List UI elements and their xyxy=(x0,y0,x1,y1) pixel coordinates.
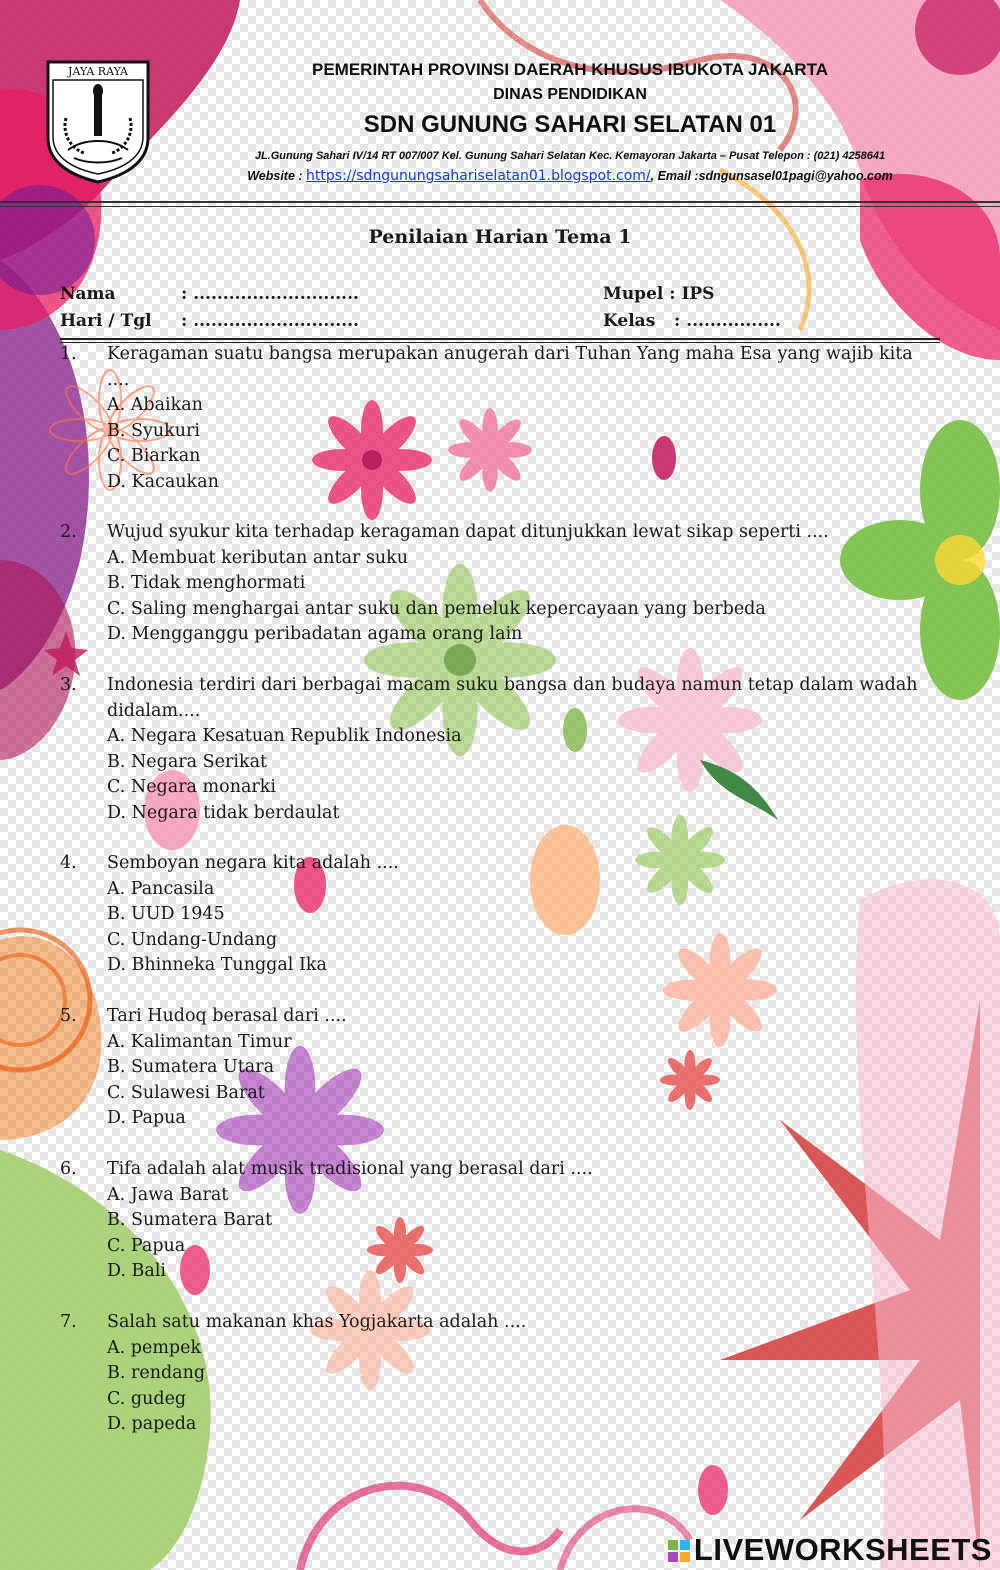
question-number: 3. xyxy=(60,675,77,695)
school-address: JL.Gunung Sahari IV/14 RT 007/007 Kel. Gunung Sahari Selatan Kec. Kemayoran Jakarta – Pusat Telepon : (021) 4258641 xyxy=(254,150,886,162)
option-d[interactable]: D. papeda xyxy=(107,1414,197,1434)
question-number: 4. xyxy=(60,853,77,873)
worksheet-title: Penilaian Harian Tema 1 xyxy=(368,226,632,248)
option-a[interactable]: A. Abaikan xyxy=(107,395,203,415)
watermark-text: LIVEWORKSHEETS xyxy=(693,1532,992,1567)
question-stem: Tifa adalah alat musik tradisional yang berasal dari .... xyxy=(107,1159,593,1179)
school-name: SDN GUNUNG SAHARI SELATAN 01 xyxy=(363,111,777,138)
field-hari-input[interactable]: : ............................ xyxy=(181,311,359,331)
option-a[interactable]: A. Pancasila xyxy=(107,878,215,899)
question-stem: Salah satu makanan khas Yogjakarta adalah .... xyxy=(107,1312,527,1332)
option-d[interactable]: D. Negara tidak berdaulat xyxy=(107,802,340,823)
question-stem: Tari Hudoq berasal dari .... xyxy=(107,1006,347,1026)
seal-text: JAYA RAYA xyxy=(68,65,128,78)
option-a[interactable]: A. Membuat keributan antar suku xyxy=(107,547,409,568)
field-nama-label: Nama xyxy=(60,284,116,304)
fields-divider xyxy=(60,338,940,340)
question-6 xyxy=(60,1157,940,1285)
question-5 xyxy=(60,1004,940,1132)
question-3 xyxy=(60,673,940,826)
option-d[interactable]: D. Bali xyxy=(107,1261,167,1281)
option-c[interactable]: C. Saling menghargai antar suku dan pemeluk kepercayaan yang berbeda xyxy=(107,598,766,619)
option-b[interactable]: B. Sumatera Barat xyxy=(107,1210,273,1230)
option-b[interactable]: B. Sumatera Utara xyxy=(107,1057,275,1077)
header-government: PEMERINTAH PROVINSI DAERAH KHUSUS IBUKOTA JAKARTA xyxy=(311,60,828,79)
option-c[interactable]: C. Biarkan xyxy=(107,446,201,466)
question-4 xyxy=(60,851,940,979)
field-mupel: Mupel : IPS xyxy=(603,284,715,304)
question-stem: Indonesia terdiri dari berbagai macam suku bangsa dan budaya namun tetap dalam wadah didalam.... xyxy=(107,675,918,721)
field-kelas-input[interactable]: : ................ xyxy=(674,311,781,331)
question-stem: Semboyan negara kita adalah .... xyxy=(107,853,399,873)
question-number: 6. xyxy=(60,1159,77,1179)
question-number: 2. xyxy=(60,522,77,542)
liveworksheets-logo-icon xyxy=(668,1540,690,1562)
contact-line xyxy=(170,168,970,184)
website-link[interactable]: https://sdngunungsahariselatan01.blogspot.com/ xyxy=(306,168,651,184)
option-b[interactable]: B. rendang xyxy=(107,1363,206,1383)
question-stem: Keragaman suatu bangsa merupakan anugerah dari Tuhan Yang maha Esa yang wajib kita .... xyxy=(107,344,913,390)
email-text: , Email :sdngunsasel01pagi@yahoo.com xyxy=(650,169,893,183)
option-d[interactable]: D. Bhinneka Tunggal Ika xyxy=(107,955,327,975)
header-department: DINAS PENDIDIKAN xyxy=(493,86,647,103)
option-b[interactable]: B. Syukuri xyxy=(107,420,200,441)
option-a[interactable]: A. pempek xyxy=(107,1337,202,1358)
field-hari-label: Hari / Tgl xyxy=(60,311,152,331)
question-number: 1. xyxy=(60,344,77,364)
header-divider xyxy=(0,201,1000,203)
liveworksheets-watermark xyxy=(668,1532,992,1568)
option-a[interactable]: A. Jawa Barat xyxy=(107,1184,229,1205)
question-2 xyxy=(60,520,940,648)
question-7 xyxy=(60,1310,940,1438)
option-a[interactable]: A. Kalimantan Timur xyxy=(107,1031,292,1052)
option-c[interactable]: C. Negara monarki xyxy=(107,777,276,797)
header-divider-thin xyxy=(0,206,1000,207)
option-a[interactable]: A. Negara Kesatuan Republik Indonesia xyxy=(107,726,462,746)
option-d[interactable]: D. Mengganggu peribadatan agama orang lain xyxy=(107,624,523,644)
field-nama-input[interactable]: : ............................ xyxy=(181,284,359,304)
question-number: 5. xyxy=(60,1006,77,1026)
jaya-raya-seal xyxy=(44,58,152,184)
question-number: 7. xyxy=(60,1312,77,1332)
question-stem: Wujud syukur kita terhadap keragaman dapat ditunjukkan lewat sikap seperti .... xyxy=(107,522,829,542)
option-c[interactable]: C. gudeg xyxy=(107,1388,187,1409)
option-b[interactable]: B. Tidak menghormati xyxy=(107,573,306,593)
website-label: Website : xyxy=(247,169,303,183)
option-c[interactable]: C. Papua xyxy=(107,1235,186,1256)
question-1 xyxy=(60,342,940,495)
option-b[interactable]: B. UUD 1945 xyxy=(107,904,225,924)
option-d[interactable]: D. Kacaukan xyxy=(107,471,219,492)
field-kelas-label: Kelas xyxy=(603,311,656,331)
option-d[interactable]: D. Papua xyxy=(107,1108,186,1128)
option-c[interactable]: C. Undang-Undang xyxy=(107,929,278,950)
option-c[interactable]: C. Sulawesi Barat xyxy=(107,1082,265,1103)
option-b[interactable]: B. Negara Serikat xyxy=(107,751,268,772)
